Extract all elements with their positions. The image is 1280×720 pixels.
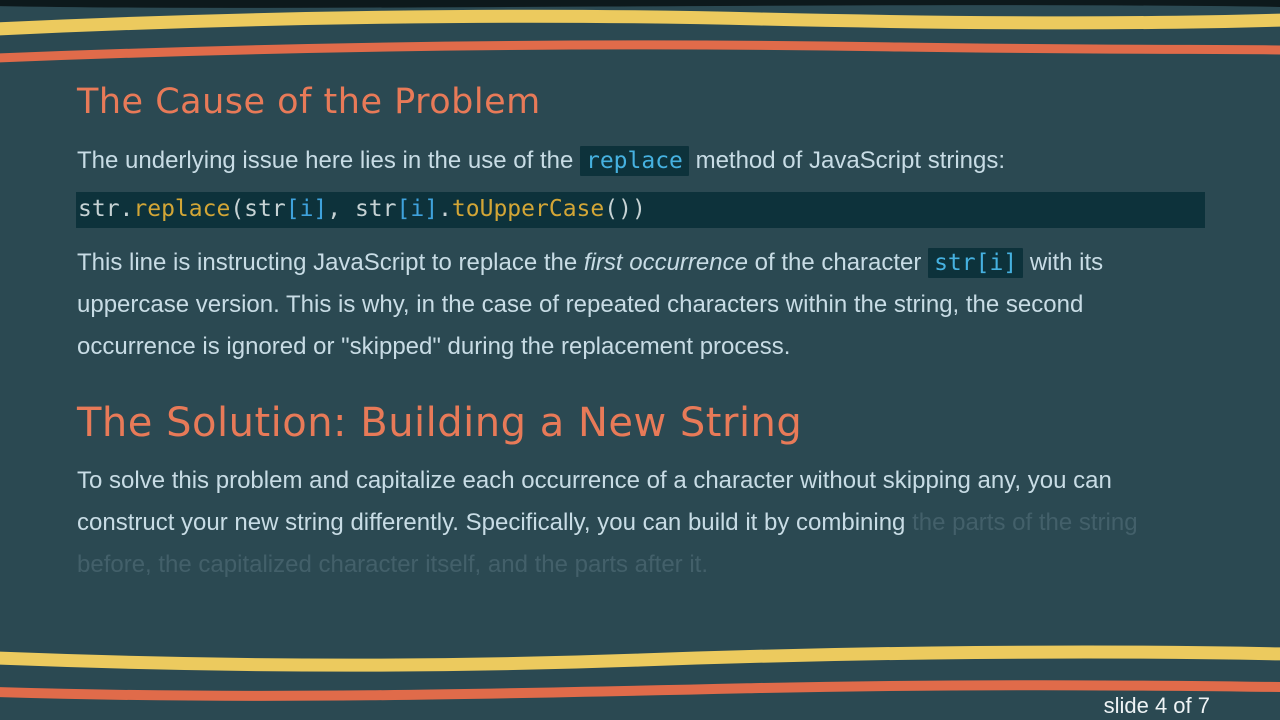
- explanation-italic-first-occurrence: first occurrence: [583, 249, 748, 276]
- code-token: replace: [133, 196, 231, 222]
- code-token: .: [438, 196, 452, 222]
- intro-text-after: method of JavaScript strings:: [688, 147, 1006, 174]
- explanation-text-1: This line is instructing JavaScript to replace the: [77, 249, 584, 276]
- paragraph-intro: [77, 140, 1205, 182]
- slide-content: [77, 0, 1205, 586]
- solution-visible-text: To solve this problem and capitalize each occurrence of a character without skipping any, you can construct your new string differently. Specifically, you can build it by combining: [77, 467, 1112, 536]
- paragraph-solution: [77, 460, 1205, 586]
- heading-cause-of-problem: The Cause of the Problem: [77, 82, 541, 122]
- code-token: [i]: [396, 196, 439, 222]
- heading-solution: The Solution: Building a New String: [77, 400, 803, 446]
- code-token: str.: [78, 196, 134, 222]
- bottom-orange-wave: [0, 685, 1280, 696]
- solution-faded-text: the parts of the string before, the capitalized character itself, and the parts after it.: [77, 509, 1138, 578]
- code-token: ()): [604, 196, 646, 222]
- slide-indicator: slide 4 of 7: [1103, 693, 1210, 718]
- bottom-wave-decoration: [0, 630, 1280, 720]
- intro-text-before: The underlying issue here lies in the use of the: [77, 147, 580, 174]
- code-token: , str: [327, 196, 397, 222]
- code-block: [76, 192, 1205, 228]
- code-token: toUpperCase: [451, 196, 605, 222]
- inline-code-replace: replace: [580, 146, 689, 176]
- explanation-text-3: with its uppercase version. This is why, in the case of repeated characters within the string, the second occurrence is ignored or "skipped" during the replacement process.: [77, 249, 1104, 360]
- code-token: [i]: [285, 196, 328, 222]
- explanation-text-2: of the character: [747, 249, 929, 276]
- bottom-yellow-wave: [0, 652, 1280, 665]
- paragraph-explanation: [77, 242, 1205, 368]
- code-token: (str: [230, 196, 286, 222]
- inline-code-str-i: str[i]: [928, 248, 1023, 278]
